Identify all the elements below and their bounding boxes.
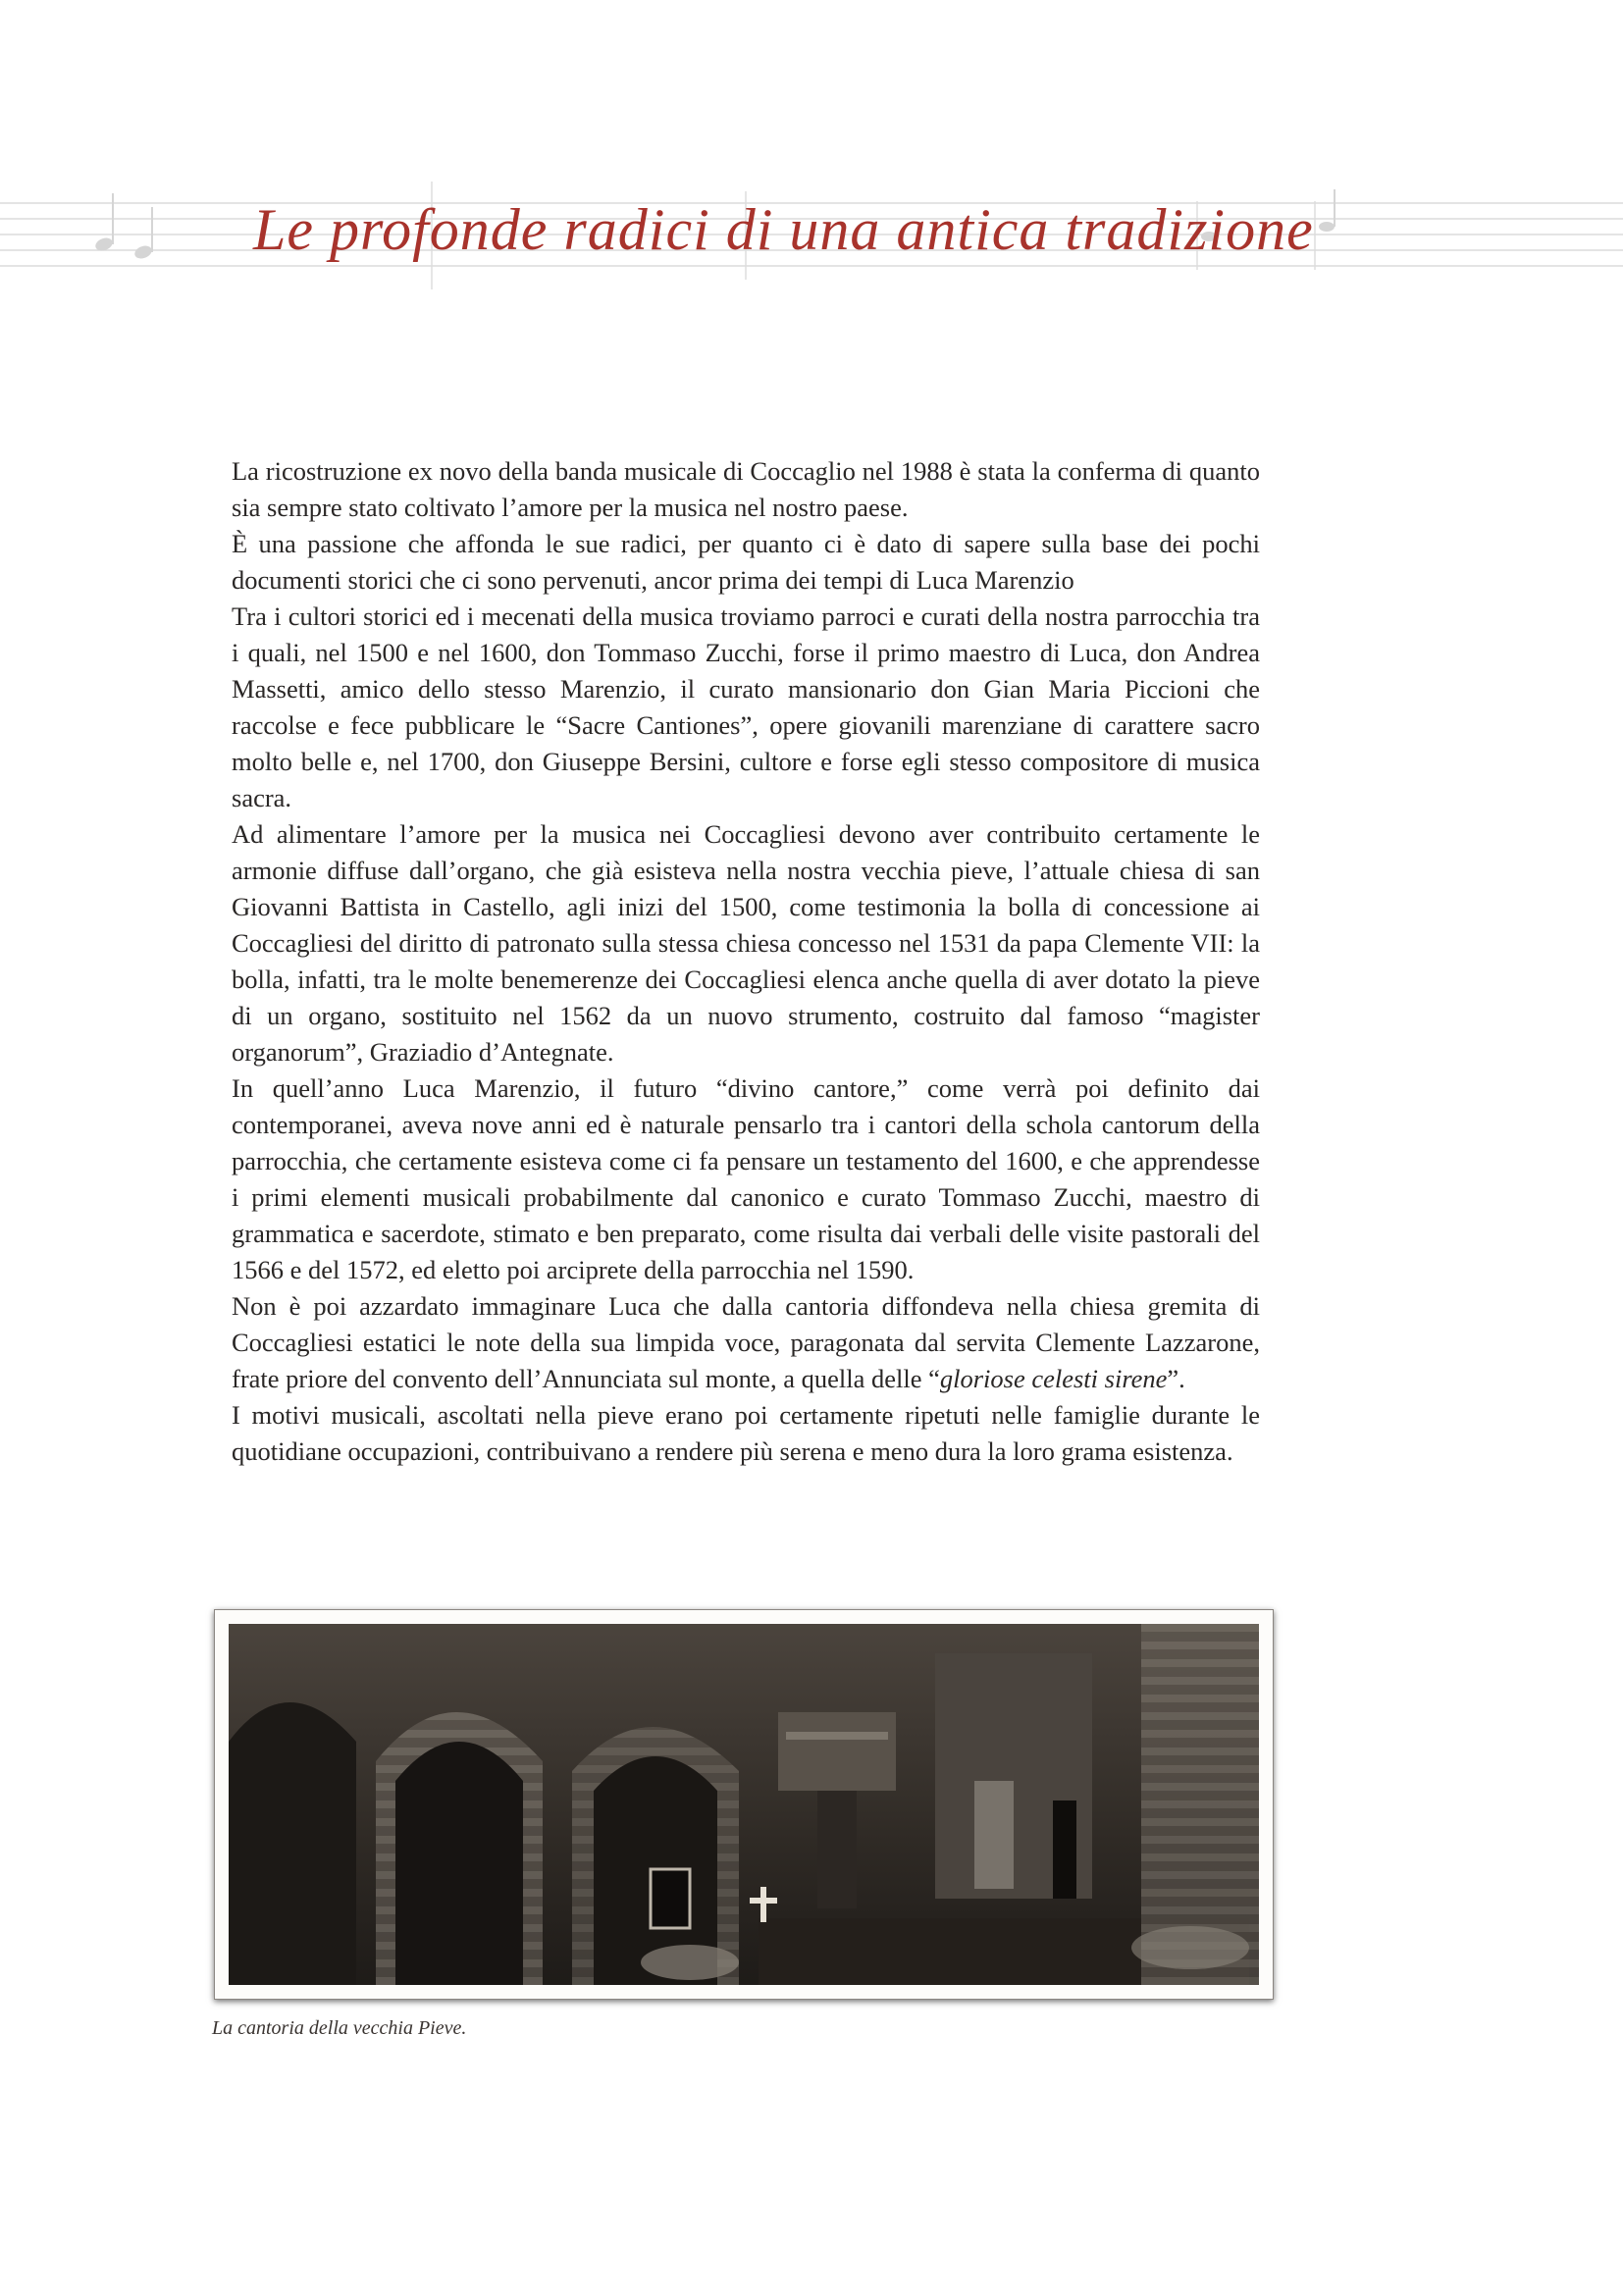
paragraph: In quell’anno Luca Marenzio, il futuro “divino cantore,” come verrà poi definito dai contemporanei, aveva nove anni ed è naturale pensarlo tra i cantori della schola cantorum della parrocchia, che certamente esisteva come ci fa pensare un testamento del 1600, e che apprendesse i primi elementi musicali probabilmente dal canonico e curato Tommaso Zucchi, maestro di grammatica e sacerdote, stimato e ben preparato, come risulta dai verbali delle visite pastorali del 1566 e del 1572, ed eletto poi arciprete della parrocchia nel 1590. [232,1073,1260,1284]
quoted-phrase: gloriose celesti sirene [939,1364,1168,1393]
paragraph: La ricostruzione ex novo della banda musicale di Coccaglio nel 1988 è stata la conferma di quanto sia sempre stato coltivato l’amore per la musica nel nostro paese. [232,456,1260,522]
church-interior-illustration [229,1624,1259,1985]
photo-caption: La cantoria della vecchia Pieve. [212,2017,467,2039]
church-photo [214,1609,1274,2000]
paragraph-text: Non è poi azzardato immaginare Luca che dalla cantoria diffondeva nella chiesa gremita di Coccagliesi estatici le note della sua limpida voce, paragonata dal servita Clemente Lazzarone, frate priore del convento dell’Annunciata sul monte, a quella delle “ [232,1291,1260,1393]
paragraph: I motivi musicali, ascoltati nella pieve erano poi certamente ripetuti nelle famiglie durante le quotidiane occupazioni, contribuivano a rendere più serena e meno dura la loro grama esistenza. [232,1400,1260,1466]
body-text [232,453,1260,1470]
paragraph: È una passione che affonda le sue radici, per quanto ci è dato di sapere sulla base dei pochi documenti storici che ci sono pervenuti, ancor prima dei tempi di Luca Marenzio [232,529,1260,595]
paragraph [232,1288,1260,1397]
page-title: Le profonde radici di una antica tradizione [253,197,1314,262]
paragraph: Ad alimentare l’amore per la musica nei Coccagliesi devono aver contribuito certamente le armonie diffuse dall’organo, che già esisteva nella nostra vecchia pieve, l’attuale chiesa di san Giovanni Battista in Castello, agli inizi del 1500, come testimonia la bolla di concessione ai Coccagliesi del diritto di patronato sulla stessa chiesa concesso nel 1531 da papa Clemente VII: la bolla, infatti, tra le molte benemerenze dei Coccagliesi elenca anche quella di aver dotato la pieve di un organo, sostituito nel 1562 da un nuovo strumento, costruito dal famoso “magister organorum”, Graziadio d’Antegnate. [232,819,1260,1067]
paragraph-text-end: ”. [1167,1364,1185,1393]
photo-image [229,1624,1259,1985]
paragraph: Tra i cultori storici ed i mecenati della musica troviamo parroci e curati della nostra parrocchia tra i quali, nel 1500 e nel 1600, don Tommaso Zucchi, forse il primo maestro di Luca, don Andrea Massetti, amico dello stesso Marenzio, il curato mansionario don Gian Maria Piccioni che raccolse e fece pubblicare le “Sacre Cantiones”, opere giovanili marenziane di carattere sacro molto belle e, nel 1700, don Giuseppe Bersini, cultore e forse egli stesso compositore di musica sacra. [232,601,1260,812]
